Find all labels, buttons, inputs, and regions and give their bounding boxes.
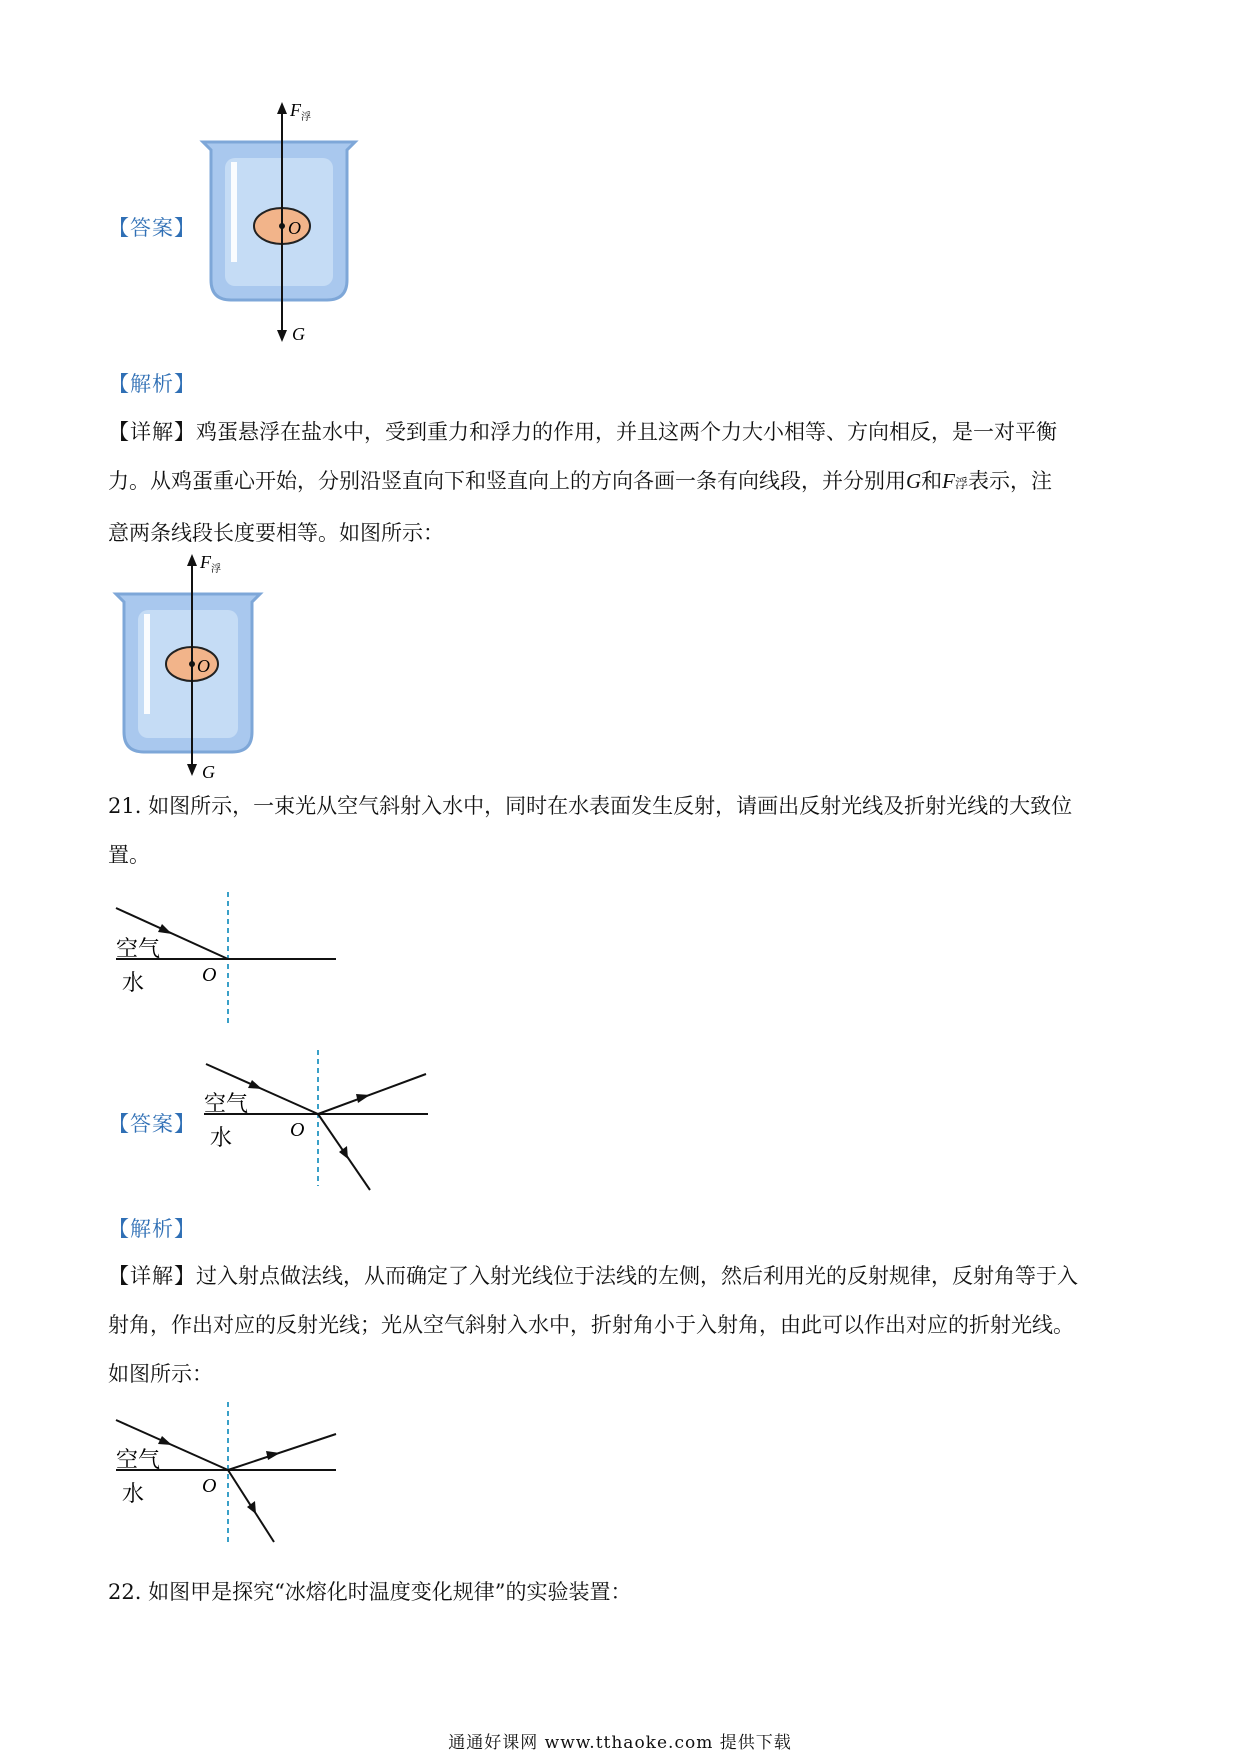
svg-text:空气: 空气 — [204, 1092, 249, 1117]
svg-text:O: O — [290, 1119, 305, 1141]
svg-text:浮: 浮 — [211, 564, 221, 575]
light-reflection-refraction-detail — [108, 1400, 348, 1550]
svg-text:水: 水 — [122, 971, 145, 996]
page-footer: 通通好课网 www.tthaoke.com 提供下载 — [448, 1733, 792, 1753]
analysis-label-2: 【解析】 — [108, 1217, 196, 1241]
analysis-label: 【解析】 — [108, 372, 196, 396]
answer-label: 【答案】 — [108, 216, 196, 240]
svg-text:O: O — [197, 656, 210, 676]
answer-label-2: 【答案】 — [108, 1112, 196, 1136]
q20-detail: 【详解】鸡蛋悬浮在盐水中，受到重力和浮力的作用，并且这两个力大小相等、方向相反，是一对平衡 力。从鸡蛋重心开始，分别沿竖直向下和竖直向上的方向各画一条有向线段，并分别用G和F浮表示，注 意两条线段长度要相等。如图所示： — [108, 420, 1057, 545]
svg-text:F: F — [200, 552, 211, 572]
buoyancy-label: F — [290, 100, 301, 120]
beaker-force-diagram-2 — [108, 552, 278, 802]
buoyancy-sub-label: 浮 — [301, 112, 311, 123]
svg-text:水: 水 — [122, 1482, 145, 1507]
svg-text:空气: 空气 — [116, 1448, 161, 1473]
svg-text:G: G — [202, 762, 215, 782]
beaker-force-diagram — [195, 100, 365, 350]
q21-stem: 21. 如图所示，一束光从空气斜射入水中，同时在水表面发生反射，请画出反射光线及折射光线的大致位 置。 — [108, 794, 1073, 867]
svg-text:空气: 空气 — [116, 937, 161, 962]
svg-text:水: 水 — [210, 1126, 233, 1151]
center-label: O — [288, 218, 301, 238]
light-incidence-diagram — [108, 890, 348, 1030]
light-reflection-refraction-answer — [198, 1048, 438, 1198]
svg-text:O: O — [202, 964, 217, 986]
gravity-label: G — [292, 324, 305, 344]
detail-label: 【详解】 — [108, 420, 196, 444]
q21-detail: 【详解】过入射点做法线，从而确定了入射光线位于法线的左侧，然后利用光的反射规律，反射角等于入 射角，作出对应的反射光线；光从空气斜射入水中，折射角小于入射角，由此可以作出对应的折射光线。 如图所示： — [108, 1264, 1078, 1386]
q22-stem: 22. 如图甲是探究“冰熔化时温度变化规律”的实验装置： — [108, 1580, 632, 1604]
svg-text:O: O — [202, 1475, 217, 1497]
